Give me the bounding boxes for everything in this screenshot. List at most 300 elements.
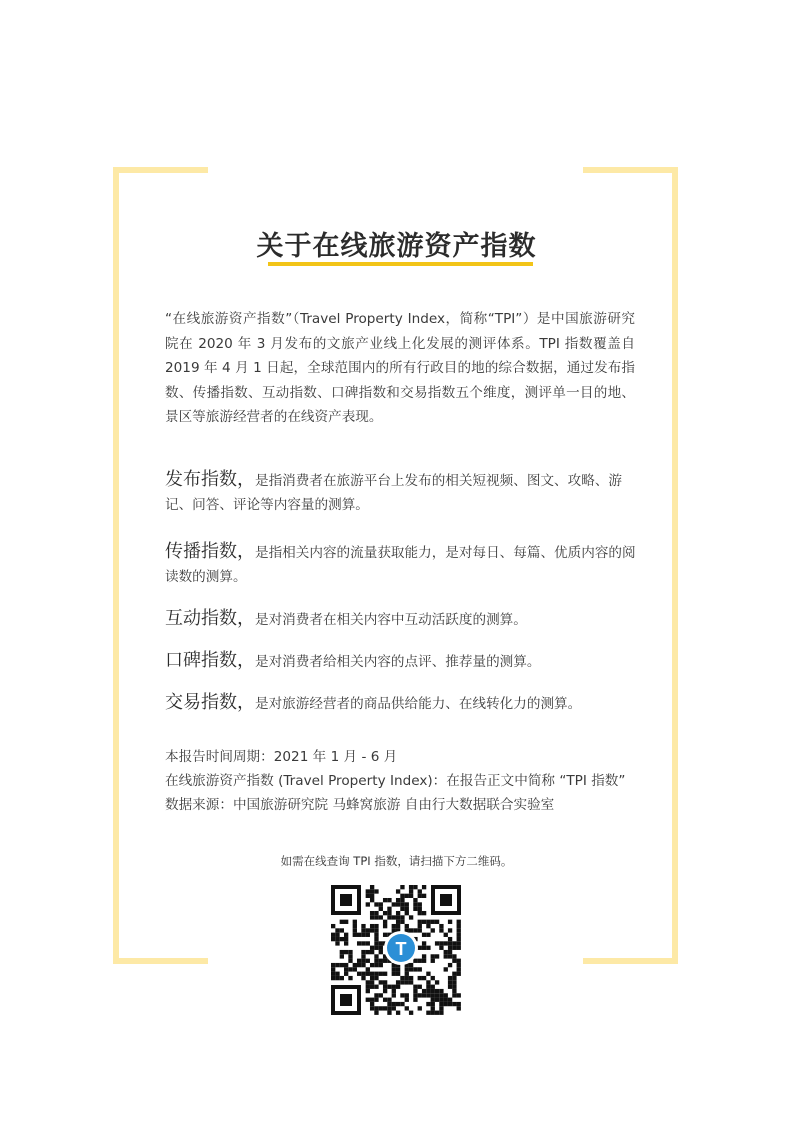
definition-text: 是对消费者给相关内容的点评、推荐量的测算。 bbox=[255, 654, 541, 670]
qr-module bbox=[418, 902, 422, 906]
qr-module bbox=[392, 993, 396, 997]
qr-module bbox=[396, 1011, 400, 1015]
report-abbreviation: 在线旅游资产指数 (Travel Property Index)：在报告正文中简称 “TPI 指数” bbox=[165, 773, 626, 789]
qr-module bbox=[413, 885, 417, 889]
qr-module bbox=[418, 967, 422, 971]
qr-module bbox=[405, 967, 409, 971]
qr-module bbox=[344, 937, 348, 941]
qr-module bbox=[331, 963, 335, 967]
qr-module bbox=[357, 972, 361, 976]
qr-module bbox=[361, 933, 365, 937]
frame-top-left-h bbox=[113, 167, 208, 173]
qr-module bbox=[366, 928, 370, 932]
qr-module bbox=[387, 915, 391, 919]
qr-module bbox=[366, 998, 370, 1002]
qr-module bbox=[452, 959, 456, 963]
qr-module bbox=[335, 928, 339, 932]
qr-module bbox=[379, 963, 383, 967]
qr-module bbox=[418, 976, 422, 980]
qr-module bbox=[448, 928, 452, 932]
qr-module bbox=[457, 933, 461, 937]
qr-module bbox=[400, 898, 404, 902]
frame-top-right-v bbox=[672, 167, 678, 964]
frame-bottom-right-h bbox=[583, 958, 678, 964]
qr-module bbox=[426, 1011, 430, 1015]
qr-module bbox=[431, 1006, 435, 1010]
qr-module bbox=[374, 915, 378, 919]
qr-module bbox=[374, 902, 378, 906]
qr-module bbox=[335, 963, 339, 967]
qr-module bbox=[452, 954, 456, 958]
qr-module bbox=[444, 998, 448, 1002]
qr-module bbox=[348, 976, 352, 980]
qr-module bbox=[374, 889, 378, 893]
definition-text: 是对消费者在相关内容中互动活跃度的测算。 bbox=[255, 612, 527, 628]
qr-module bbox=[413, 967, 417, 971]
qr-module bbox=[374, 1011, 378, 1015]
qr-module bbox=[431, 989, 435, 993]
qr-module bbox=[426, 972, 430, 976]
qr-module bbox=[374, 963, 378, 967]
qr-module bbox=[435, 954, 439, 958]
report-period: 本报告时间周期：2021 年 1 月 - 6 月 bbox=[165, 749, 398, 765]
qr-module bbox=[457, 1006, 461, 1010]
qr-module bbox=[413, 985, 417, 989]
qr-module bbox=[353, 967, 357, 971]
qr-module bbox=[448, 985, 452, 989]
qr-module bbox=[370, 972, 374, 976]
qr-module bbox=[418, 889, 422, 893]
qr-module bbox=[361, 928, 365, 932]
qr-logo-letter: T bbox=[395, 939, 407, 959]
qr-module bbox=[344, 941, 348, 945]
qr-module bbox=[374, 937, 378, 941]
qr-module bbox=[405, 993, 409, 997]
qr-module bbox=[426, 980, 430, 984]
qr-module bbox=[422, 920, 426, 924]
qr-module bbox=[405, 924, 409, 928]
definition-interaction bbox=[165, 607, 640, 632]
qr-module bbox=[374, 911, 378, 915]
qr-module bbox=[335, 972, 339, 976]
qr-module bbox=[335, 941, 339, 945]
definition-spread bbox=[165, 540, 640, 589]
qr-module bbox=[409, 894, 413, 898]
qr-module bbox=[422, 989, 426, 993]
qr-module bbox=[383, 959, 387, 963]
qr-module bbox=[435, 989, 439, 993]
qr-module bbox=[331, 976, 335, 980]
qr-module bbox=[400, 902, 404, 906]
definition-term: 交易指数， bbox=[165, 692, 255, 713]
qr-module bbox=[418, 894, 422, 898]
qr-module bbox=[353, 928, 357, 932]
qr-module bbox=[366, 989, 370, 993]
qr-module bbox=[439, 928, 443, 932]
frame-top-left-v bbox=[113, 167, 119, 964]
qr-module bbox=[366, 980, 370, 984]
data-source: 数据来源：中国旅游研究院 马蜂窝旅游 自由行大数据联合实验室 bbox=[165, 797, 555, 813]
qr-module bbox=[340, 976, 344, 980]
qr-module bbox=[387, 985, 391, 989]
qr-module bbox=[379, 907, 383, 911]
qr-module bbox=[374, 959, 378, 963]
qr-module bbox=[379, 959, 383, 963]
qr-module bbox=[340, 920, 344, 924]
qr-module bbox=[366, 889, 370, 893]
qr-module bbox=[405, 976, 409, 980]
qr-module bbox=[370, 885, 374, 889]
qr-module bbox=[431, 976, 435, 980]
qr-module bbox=[366, 972, 370, 976]
qr-module bbox=[457, 972, 461, 976]
qr-module bbox=[348, 967, 352, 971]
qr-module bbox=[348, 954, 352, 958]
qr-module bbox=[353, 924, 357, 928]
qr-module bbox=[452, 1002, 456, 1006]
qr-module bbox=[331, 937, 335, 941]
qr-module bbox=[457, 920, 461, 924]
qr-module bbox=[431, 1011, 435, 1015]
qr-module bbox=[448, 1002, 452, 1006]
qr-module bbox=[444, 933, 448, 937]
qr-module bbox=[366, 950, 370, 954]
qr-module bbox=[392, 967, 396, 971]
qr-module bbox=[413, 998, 417, 1002]
qr-module bbox=[452, 972, 456, 976]
qr-module bbox=[422, 894, 426, 898]
definition-term: 传播指数， bbox=[165, 541, 255, 562]
qr-module bbox=[439, 989, 443, 993]
definition-publish bbox=[165, 468, 640, 517]
qr-module bbox=[457, 993, 461, 997]
qr-module bbox=[370, 980, 374, 984]
qr-module bbox=[452, 941, 456, 945]
qr-module bbox=[383, 920, 387, 924]
qr-module bbox=[400, 920, 404, 924]
qr-module bbox=[422, 885, 426, 889]
qr-module bbox=[413, 989, 417, 993]
qr-module bbox=[396, 911, 400, 915]
qr-module bbox=[448, 920, 452, 924]
qr-module bbox=[431, 920, 435, 924]
qr-module bbox=[422, 941, 426, 945]
qr-module bbox=[392, 1006, 396, 1010]
qr-module bbox=[452, 976, 456, 980]
qr-module bbox=[361, 959, 365, 963]
qr-module bbox=[396, 1002, 400, 1006]
qr-module bbox=[357, 959, 361, 963]
qr-module bbox=[383, 972, 387, 976]
qr-module bbox=[370, 915, 374, 919]
qr-module bbox=[444, 993, 448, 997]
qr-module bbox=[418, 928, 422, 932]
qr-module bbox=[374, 998, 378, 1002]
qr-module bbox=[457, 928, 461, 932]
qr-module bbox=[422, 954, 426, 958]
qr-module bbox=[396, 920, 400, 924]
qr-module bbox=[387, 1006, 391, 1010]
qr-module bbox=[457, 959, 461, 963]
qr-module bbox=[426, 920, 430, 924]
qr-module bbox=[370, 976, 374, 980]
qr-module bbox=[457, 967, 461, 971]
qr-module bbox=[396, 985, 400, 989]
qr-module bbox=[387, 911, 391, 915]
qr-module bbox=[370, 928, 374, 932]
qr-module bbox=[366, 894, 370, 898]
qr-module bbox=[400, 976, 404, 980]
qr-module bbox=[400, 885, 404, 889]
qr-module bbox=[361, 972, 365, 976]
qr-module bbox=[452, 985, 456, 989]
qr-module bbox=[340, 963, 344, 967]
qr-module bbox=[422, 959, 426, 963]
qr-module bbox=[439, 924, 443, 928]
qr-module bbox=[409, 967, 413, 971]
qr-module bbox=[396, 902, 400, 906]
qr-module bbox=[435, 920, 439, 924]
qr-module bbox=[366, 967, 370, 971]
qr-module bbox=[418, 985, 422, 989]
qr-module bbox=[448, 946, 452, 950]
qr-module bbox=[457, 1002, 461, 1006]
qr-module bbox=[409, 976, 413, 980]
qr-module bbox=[379, 915, 383, 919]
title-underline bbox=[268, 262, 533, 266]
qr-module bbox=[396, 924, 400, 928]
report-meta bbox=[165, 745, 645, 817]
qr-module bbox=[435, 941, 439, 945]
qr-module bbox=[383, 911, 387, 915]
qr-module bbox=[335, 976, 339, 980]
qr-module bbox=[383, 985, 387, 989]
qr-module bbox=[370, 889, 374, 893]
qr-module bbox=[366, 933, 370, 937]
qr-module bbox=[418, 959, 422, 963]
qr-module bbox=[353, 933, 357, 937]
qr-module bbox=[418, 920, 422, 924]
qr-module bbox=[405, 911, 409, 915]
qr-caption: 如需在线查询 TPI 指数，请扫描下方二维码。 bbox=[280, 854, 513, 868]
qr-module bbox=[383, 1006, 387, 1010]
qr-module bbox=[439, 1002, 443, 1006]
qr-module bbox=[335, 933, 339, 937]
qr-module bbox=[379, 902, 383, 906]
qr-module bbox=[348, 959, 352, 963]
qr-module bbox=[361, 963, 365, 967]
qr-module bbox=[426, 924, 430, 928]
qr-module bbox=[431, 998, 435, 1002]
qr-module bbox=[396, 889, 400, 893]
qr-module bbox=[400, 993, 404, 997]
qr-module bbox=[452, 946, 456, 950]
qr-module bbox=[361, 924, 365, 928]
qr-module bbox=[439, 993, 443, 997]
qr-module bbox=[383, 898, 387, 902]
qr-module bbox=[366, 985, 370, 989]
qr-module bbox=[426, 993, 430, 997]
qr-module bbox=[405, 907, 409, 911]
qr-module bbox=[418, 911, 422, 915]
qr-module bbox=[444, 954, 448, 958]
qr-module bbox=[405, 894, 409, 898]
qr-module bbox=[392, 972, 396, 976]
qr-module bbox=[344, 972, 348, 976]
qr-module bbox=[370, 894, 374, 898]
qr-module bbox=[357, 933, 361, 937]
qr-code-icon[interactable] bbox=[331, 885, 461, 1015]
qr-module bbox=[409, 980, 413, 984]
qr-module bbox=[431, 985, 435, 989]
qr-module bbox=[366, 959, 370, 963]
qr-module bbox=[331, 972, 335, 976]
qr-module bbox=[426, 1002, 430, 1006]
qr-module bbox=[422, 976, 426, 980]
qr-module bbox=[396, 898, 400, 902]
qr-module bbox=[387, 907, 391, 911]
qr-module bbox=[448, 976, 452, 980]
qr-module bbox=[357, 941, 361, 945]
qr-module bbox=[392, 924, 396, 928]
definition-text: 是指相关内容的流量获取能力，是对每日、每篇、优质内容的阅读数的测算。 bbox=[165, 545, 636, 585]
qr-module bbox=[396, 972, 400, 976]
qr-module bbox=[387, 998, 391, 1002]
qr-module bbox=[396, 980, 400, 984]
qr-module bbox=[435, 980, 439, 984]
qr-module bbox=[426, 946, 430, 950]
qr-module bbox=[409, 928, 413, 932]
qr-module bbox=[439, 946, 443, 950]
qr-module bbox=[379, 980, 383, 984]
definition-term: 互动指数， bbox=[165, 608, 255, 629]
qr-module bbox=[444, 950, 448, 954]
qr-module bbox=[409, 915, 413, 919]
qr-module bbox=[379, 1006, 383, 1010]
qr-module bbox=[396, 915, 400, 919]
qr-module bbox=[457, 937, 461, 941]
qr-module bbox=[374, 985, 378, 989]
qr-module bbox=[448, 963, 452, 967]
qr-module bbox=[344, 920, 348, 924]
qr-module bbox=[392, 902, 396, 906]
qr-module bbox=[374, 976, 378, 980]
qr-module bbox=[344, 950, 348, 954]
qr-module bbox=[366, 902, 370, 906]
definition-transaction bbox=[165, 691, 640, 716]
qr-module bbox=[457, 946, 461, 950]
qr-module bbox=[383, 989, 387, 993]
qr-module bbox=[452, 989, 456, 993]
definition-reputation bbox=[165, 649, 640, 674]
qr-module bbox=[370, 963, 374, 967]
qr-module bbox=[448, 937, 452, 941]
qr-module bbox=[379, 993, 383, 997]
qr-module bbox=[448, 980, 452, 984]
qr-module bbox=[457, 941, 461, 945]
qr-module bbox=[370, 924, 374, 928]
qr-module bbox=[392, 989, 396, 993]
qr-module bbox=[444, 967, 448, 971]
qr-module bbox=[344, 963, 348, 967]
qr-module bbox=[331, 933, 335, 937]
qr-module bbox=[431, 959, 435, 963]
qr-module bbox=[392, 928, 396, 932]
definition-text: 是对旅游经营者的商品供给能力、在线转化力的测算。 bbox=[255, 696, 582, 712]
qr-module bbox=[331, 967, 335, 971]
qr-module bbox=[392, 985, 396, 989]
qr-module bbox=[452, 993, 456, 997]
qr-module bbox=[409, 885, 413, 889]
qr-module bbox=[418, 993, 422, 997]
qr-module bbox=[439, 941, 443, 945]
qr-module bbox=[353, 920, 357, 924]
qr-module bbox=[413, 993, 417, 997]
qr-module bbox=[340, 937, 344, 941]
qr-module bbox=[426, 989, 430, 993]
qr-module bbox=[422, 911, 426, 915]
intro-paragraph: “在线旅游资产指数”（Travel Property Index，简称“TPI”）是中国旅游研究院在 2020 年 3 月发布的文旅产业线上化发展的测评体系。TPI 指数覆盖自 2019 年 4 月 1 日起，全球范围内的所有行政目的地的综合数据，通过发布指数、传播指数、互动指数、口碑指数和交易指数五个维度，测评单一目的地、景区等旅游经营者的在线资产表现。 bbox=[165, 311, 635, 425]
qr-module bbox=[431, 954, 435, 958]
qr-module bbox=[374, 928, 378, 932]
qr-module bbox=[370, 898, 374, 902]
qr-module bbox=[340, 954, 344, 958]
qr-module bbox=[370, 946, 374, 950]
qr-module bbox=[370, 911, 374, 915]
qr-module bbox=[422, 993, 426, 997]
qr-module bbox=[344, 933, 348, 937]
qr-module bbox=[357, 963, 361, 967]
qr-module bbox=[370, 1002, 374, 1006]
qr-module bbox=[422, 946, 426, 950]
qr-module bbox=[418, 907, 422, 911]
page-title: 关于在线旅游资产指数 bbox=[256, 231, 537, 262]
qr-module bbox=[448, 941, 452, 945]
definition-text: 是指消费者在旅游平台上发布的相关短视频、图文、攻略、游记、问答、评论等内容量的测算。 bbox=[165, 473, 623, 513]
qr-module bbox=[344, 967, 348, 971]
qr-module bbox=[374, 972, 378, 976]
qr-module bbox=[439, 1011, 443, 1015]
qr-module bbox=[392, 915, 396, 919]
qr-module bbox=[439, 1006, 443, 1010]
qr-module bbox=[379, 946, 383, 950]
qr-module bbox=[435, 998, 439, 1002]
qr-module bbox=[353, 963, 357, 967]
qr-module bbox=[374, 933, 378, 937]
qr-module bbox=[370, 985, 374, 989]
qr-module bbox=[409, 1011, 413, 1015]
qr-module bbox=[413, 959, 417, 963]
qr-module bbox=[396, 967, 400, 971]
qr-module bbox=[387, 898, 391, 902]
qr-module bbox=[418, 924, 422, 928]
qr-module bbox=[448, 998, 452, 1002]
qr-module bbox=[431, 928, 435, 932]
qr-module bbox=[383, 924, 387, 928]
qr-module bbox=[405, 972, 409, 976]
qr-module bbox=[435, 1011, 439, 1015]
qr-module bbox=[340, 950, 344, 954]
qr-module bbox=[361, 954, 365, 958]
qr-module bbox=[361, 941, 365, 945]
qr-module bbox=[400, 980, 404, 984]
qr-module bbox=[400, 907, 404, 911]
definition-term: 发布指数， bbox=[165, 469, 255, 490]
qr-module bbox=[379, 941, 383, 945]
qr-module bbox=[413, 898, 417, 902]
qr-module bbox=[379, 950, 383, 954]
qr-module bbox=[392, 1002, 396, 1006]
